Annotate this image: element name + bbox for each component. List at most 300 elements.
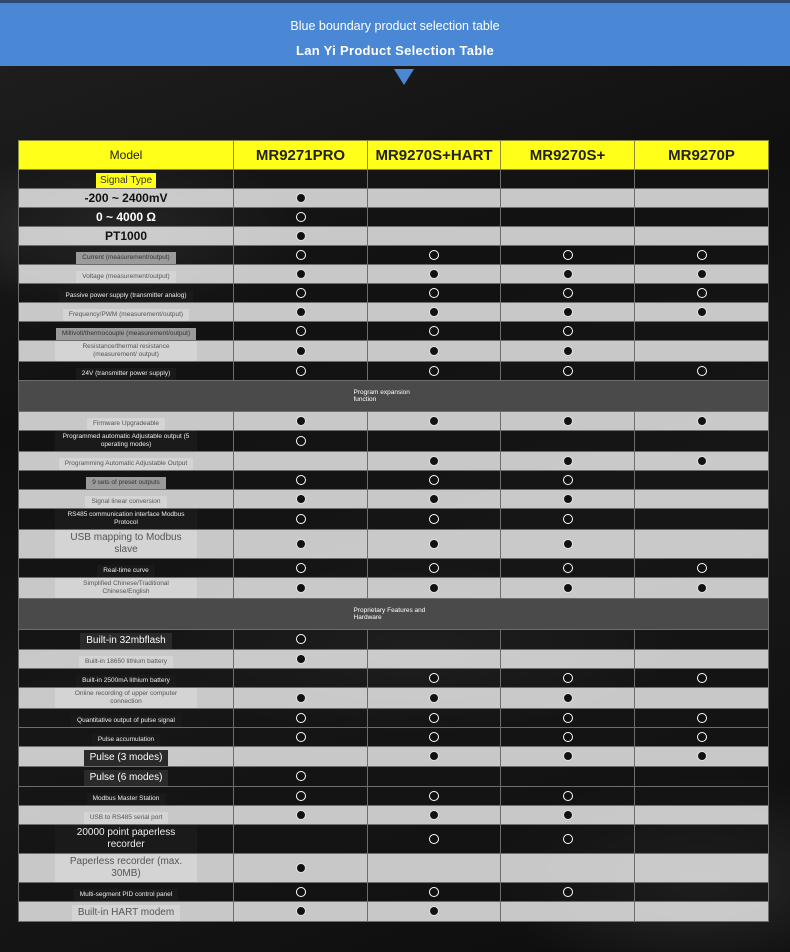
feature-label: Current (measurement/output) — [76, 252, 175, 264]
supported-dot-icon — [563, 307, 573, 317]
support-cell — [368, 303, 501, 322]
table-row — [19, 170, 769, 189]
table-row — [19, 530, 769, 559]
support-cell — [368, 728, 501, 747]
support-cell — [368, 362, 501, 381]
supported-dot-icon — [563, 713, 573, 723]
support-cell — [501, 362, 635, 381]
supported-dot-icon — [563, 887, 573, 897]
support-cell — [234, 284, 368, 303]
supported-dot-icon — [296, 231, 306, 241]
support-cell — [234, 825, 368, 854]
support-cell — [368, 341, 501, 362]
table-row — [19, 189, 769, 208]
support-cell — [234, 471, 368, 490]
support-cell — [368, 787, 501, 806]
table-row — [19, 431, 769, 452]
support-cell — [501, 650, 635, 669]
support-cell — [501, 303, 635, 322]
support-cell — [234, 227, 368, 246]
feature-label-cell — [19, 509, 234, 530]
feature-label: Frequency/PWM (measurement/output) — [63, 309, 189, 321]
support-cell — [501, 530, 635, 559]
support-cell — [234, 883, 368, 902]
support-cell — [501, 559, 635, 578]
table-row — [19, 322, 769, 341]
supported-dot-icon — [296, 193, 306, 203]
supported-dot-icon — [429, 326, 439, 336]
support-cell — [635, 806, 769, 825]
feature-label: Millivolt/thermocouple (measurement/output) — [56, 328, 196, 340]
support-cell — [368, 825, 501, 854]
table-row — [19, 688, 769, 709]
model-header-cell: Model — [19, 141, 234, 170]
table-row — [19, 767, 769, 787]
feature-label: Quantitative output of pulse signal — [71, 715, 181, 727]
supported-dot-icon — [563, 791, 573, 801]
support-cell — [234, 189, 368, 208]
support-cell — [635, 630, 769, 650]
supported-dot-icon — [296, 583, 306, 593]
supported-dot-icon — [429, 732, 439, 742]
supported-dot-icon — [697, 713, 707, 723]
support-cell — [368, 688, 501, 709]
supported-dot-icon — [296, 810, 306, 820]
feature-label-cell — [19, 902, 234, 922]
feature-label: 0 ~ 4000 Ω — [96, 210, 156, 224]
table-row — [19, 471, 769, 490]
support-cell — [368, 578, 501, 599]
feature-label-cell — [19, 747, 234, 767]
support-cell — [234, 709, 368, 728]
supported-dot-icon — [429, 250, 439, 260]
supported-dot-icon — [563, 326, 573, 336]
feature-label: Programmed automatic Adjustable output (5 operating modes) — [55, 431, 197, 451]
supported-dot-icon — [697, 269, 707, 279]
support-cell — [501, 767, 635, 787]
support-cell — [635, 284, 769, 303]
feature-label-cell — [19, 227, 234, 246]
supported-dot-icon — [296, 307, 306, 317]
support-cell — [234, 170, 368, 189]
supported-dot-icon — [296, 212, 306, 222]
feature-label-cell — [19, 490, 234, 509]
table-row — [19, 303, 769, 322]
supported-dot-icon — [697, 366, 707, 376]
support-cell — [368, 189, 501, 208]
support-cell — [501, 170, 635, 189]
support-cell — [368, 883, 501, 902]
support-cell — [368, 471, 501, 490]
support-cell — [635, 530, 769, 559]
supported-dot-icon — [563, 250, 573, 260]
supported-dot-icon — [296, 250, 306, 260]
supported-dot-icon — [429, 887, 439, 897]
supported-dot-icon — [296, 269, 306, 279]
support-cell — [635, 490, 769, 509]
feature-label: Modbus Master Station — [87, 793, 166, 805]
supported-dot-icon — [697, 416, 707, 426]
support-cell — [234, 265, 368, 284]
support-cell — [234, 630, 368, 650]
table-row — [19, 787, 769, 806]
support-cell — [234, 559, 368, 578]
support-cell — [501, 284, 635, 303]
supported-dot-icon — [296, 494, 306, 504]
feature-label-cell — [19, 709, 234, 728]
support-cell — [501, 208, 635, 227]
supported-dot-icon — [429, 539, 439, 549]
support-cell — [635, 709, 769, 728]
supported-dot-icon — [563, 346, 573, 356]
support-cell — [635, 728, 769, 747]
section-title: Program expansion function — [353, 389, 410, 403]
table-row — [19, 578, 769, 599]
support-cell — [501, 825, 635, 854]
title-banner — [0, 0, 790, 66]
feature-label-cell — [19, 688, 234, 709]
support-cell — [234, 490, 368, 509]
supported-dot-icon — [697, 288, 707, 298]
feature-label-cell — [19, 630, 234, 650]
support-cell — [635, 825, 769, 854]
feature-label: Pulse (3 modes) — [84, 750, 169, 766]
support-cell — [368, 509, 501, 530]
support-cell — [234, 362, 368, 381]
table-row — [19, 902, 769, 922]
support-cell — [501, 578, 635, 599]
supported-dot-icon — [563, 563, 573, 573]
feature-label: Voltage (measurement/output) — [76, 271, 175, 283]
support-cell — [501, 509, 635, 530]
supported-dot-icon — [697, 250, 707, 260]
support-cell — [501, 227, 635, 246]
feature-label-cell — [19, 530, 234, 559]
supported-dot-icon — [429, 906, 439, 916]
support-cell — [635, 265, 769, 284]
supported-dot-icon — [429, 366, 439, 376]
supported-dot-icon — [563, 514, 573, 524]
support-cell — [635, 767, 769, 787]
feature-label: Paperless recorder (max. 30MB) — [55, 854, 197, 882]
supported-dot-icon — [563, 456, 573, 466]
support-cell — [234, 452, 368, 471]
support-cell — [501, 412, 635, 431]
feature-label-cell — [19, 787, 234, 806]
feature-label-cell — [19, 265, 234, 284]
table-row — [19, 246, 769, 265]
supported-dot-icon — [296, 791, 306, 801]
table-row — [19, 208, 769, 227]
support-cell — [501, 688, 635, 709]
feature-label: Pulse (6 modes) — [84, 770, 169, 786]
supported-dot-icon — [296, 475, 306, 485]
feature-label-cell — [19, 854, 234, 883]
supported-dot-icon — [296, 887, 306, 897]
support-cell — [368, 854, 501, 883]
support-cell — [234, 412, 368, 431]
support-cell — [368, 322, 501, 341]
supported-dot-icon — [296, 514, 306, 524]
support-cell — [501, 709, 635, 728]
supported-dot-icon — [296, 416, 306, 426]
table-row — [19, 412, 769, 431]
supported-dot-icon — [697, 456, 707, 466]
feature-label: Signal Type — [96, 173, 156, 188]
support-cell — [368, 284, 501, 303]
feature-label: 24V (transmitter power supply) — [76, 368, 177, 380]
supported-dot-icon — [563, 288, 573, 298]
feature-label-cell — [19, 303, 234, 322]
supported-dot-icon — [296, 366, 306, 376]
supported-dot-icon — [429, 693, 439, 703]
support-cell — [234, 509, 368, 530]
support-cell — [234, 806, 368, 825]
feature-label-cell — [19, 650, 234, 669]
table-row — [19, 650, 769, 669]
feature-label-cell — [19, 452, 234, 471]
banner-title: Lan Yi Product Selection Table — [295, 43, 495, 58]
support-cell — [234, 578, 368, 599]
feature-label-cell — [19, 767, 234, 787]
support-cell — [234, 208, 368, 227]
supported-dot-icon — [296, 634, 306, 644]
support-cell — [368, 767, 501, 787]
support-cell — [635, 669, 769, 688]
support-cell — [501, 902, 635, 922]
feature-label: 9 sets of preset outputs — [86, 477, 166, 489]
feature-label: Programming Automatic Adjustable Output — [59, 458, 193, 470]
support-cell — [635, 854, 769, 883]
supported-dot-icon — [296, 346, 306, 356]
feature-label-cell — [19, 669, 234, 688]
banner-pointer-arrow — [394, 69, 414, 85]
support-cell — [234, 530, 368, 559]
support-cell — [635, 189, 769, 208]
supported-dot-icon — [697, 673, 707, 683]
support-cell — [368, 709, 501, 728]
feature-label-cell — [19, 284, 234, 303]
support-cell — [501, 630, 635, 650]
supported-dot-icon — [563, 810, 573, 820]
support-cell — [368, 902, 501, 922]
support-cell — [501, 728, 635, 747]
feature-label: RS485 communication interface Modbus Protocol — [55, 509, 197, 529]
table-row — [19, 490, 769, 509]
feature-label-cell — [19, 471, 234, 490]
feature-label-cell — [19, 412, 234, 431]
feature-label: Built-in 18650 lithium battery — [79, 656, 173, 668]
support-cell — [635, 787, 769, 806]
support-cell — [635, 227, 769, 246]
supported-dot-icon — [429, 810, 439, 820]
supported-dot-icon — [563, 494, 573, 504]
supported-dot-icon — [429, 475, 439, 485]
feature-label: Real-time curve — [97, 565, 155, 577]
feature-label: Pulse accumulation — [92, 734, 160, 746]
table-row — [19, 265, 769, 284]
supported-dot-icon — [697, 732, 707, 742]
table-row — [19, 284, 769, 303]
feature-label-cell — [19, 322, 234, 341]
support-cell — [635, 412, 769, 431]
support-cell — [635, 246, 769, 265]
support-cell — [501, 490, 635, 509]
supported-dot-icon — [429, 416, 439, 426]
supported-dot-icon — [563, 416, 573, 426]
supported-dot-icon — [563, 583, 573, 593]
supported-dot-icon — [697, 563, 707, 573]
support-cell — [368, 452, 501, 471]
support-cell — [368, 246, 501, 265]
feature-label-cell — [19, 806, 234, 825]
table-row — [19, 452, 769, 471]
support-cell — [635, 471, 769, 490]
support-cell — [501, 669, 635, 688]
feature-label-cell — [19, 728, 234, 747]
support-cell — [501, 265, 635, 284]
section-header-cell — [19, 599, 769, 630]
support-cell — [501, 787, 635, 806]
table-row — [19, 854, 769, 883]
model-header-mr9270s: MR9270S+ — [501, 141, 635, 170]
support-cell — [635, 303, 769, 322]
feature-label: Resistance/thermal resistance (measurement/ output) — [55, 341, 197, 361]
support-cell — [368, 530, 501, 559]
feature-label: PT1000 — [104, 229, 148, 243]
support-cell — [635, 902, 769, 922]
model-header-mr9270p: MR9270P — [635, 141, 769, 170]
support-cell — [368, 630, 501, 650]
support-cell — [368, 431, 501, 452]
supported-dot-icon — [296, 539, 306, 549]
supported-dot-icon — [296, 863, 306, 873]
supported-dot-icon — [563, 834, 573, 844]
supported-dot-icon — [563, 366, 573, 376]
feature-label: USB mapping to Modbus slave — [55, 530, 197, 558]
support-cell — [635, 559, 769, 578]
supported-dot-icon — [563, 693, 573, 703]
support-cell — [368, 747, 501, 767]
support-cell — [368, 170, 501, 189]
supported-dot-icon — [429, 514, 439, 524]
feature-label-cell — [19, 578, 234, 599]
feature-label: Built-in HART modem — [72, 905, 180, 921]
support-cell — [234, 341, 368, 362]
support-cell — [501, 806, 635, 825]
supported-dot-icon — [429, 673, 439, 683]
table-row — [19, 630, 769, 650]
support-cell — [501, 189, 635, 208]
feature-label-cell — [19, 208, 234, 227]
feature-label: -200 ~ 2400mV — [84, 191, 168, 205]
supported-dot-icon — [429, 288, 439, 298]
section-header-cell — [19, 381, 769, 412]
supported-dot-icon — [429, 269, 439, 279]
support-cell — [234, 854, 368, 883]
supported-dot-icon — [697, 751, 707, 761]
section-header-row — [19, 599, 769, 630]
supported-dot-icon — [296, 563, 306, 573]
support-cell — [234, 246, 368, 265]
support-cell — [501, 431, 635, 452]
feature-label: Simplified Chinese/Traditional Chinese/English — [55, 578, 197, 598]
feature-label: Online recording of upper computer connection — [55, 688, 197, 708]
supported-dot-icon — [429, 456, 439, 466]
banner-subtitle: Blue boundary product selection table — [290, 19, 500, 33]
feature-label: Built-in 2500mA lithium battery — [76, 675, 176, 687]
support-cell — [635, 322, 769, 341]
feature-label-cell — [19, 189, 234, 208]
supported-dot-icon — [563, 751, 573, 761]
supported-dot-icon — [296, 654, 306, 664]
supported-dot-icon — [697, 307, 707, 317]
product-selection-table — [18, 140, 769, 922]
table-row — [19, 362, 769, 381]
support-cell — [501, 452, 635, 471]
supported-dot-icon — [697, 583, 707, 593]
support-cell — [635, 170, 769, 189]
model-header-mr9270s-hart: MR9270S+HART — [368, 141, 501, 170]
supported-dot-icon — [429, 791, 439, 801]
supported-dot-icon — [429, 307, 439, 317]
supported-dot-icon — [296, 288, 306, 298]
support-cell — [368, 208, 501, 227]
table-row — [19, 806, 769, 825]
support-cell — [501, 246, 635, 265]
supported-dot-icon — [429, 494, 439, 504]
section-header-row — [19, 381, 769, 412]
support-cell — [501, 747, 635, 767]
supported-dot-icon — [296, 906, 306, 916]
table-row — [19, 559, 769, 578]
feature-label: 20000 point paperless recorder — [55, 825, 197, 853]
supported-dot-icon — [296, 713, 306, 723]
supported-dot-icon — [296, 326, 306, 336]
feature-label: Built-in 32mbflash — [80, 633, 171, 649]
table-row — [19, 709, 769, 728]
feature-label-cell — [19, 362, 234, 381]
support-cell — [234, 669, 368, 688]
supported-dot-icon — [563, 475, 573, 485]
section-title: Proprietary Features and Hardware — [353, 607, 426, 621]
support-cell — [234, 303, 368, 322]
table-row — [19, 883, 769, 902]
support-cell — [234, 431, 368, 452]
support-cell — [234, 902, 368, 922]
support-cell — [635, 341, 769, 362]
feature-label: Signal linear conversion — [85, 496, 166, 508]
support-cell — [368, 669, 501, 688]
supported-dot-icon — [296, 771, 306, 781]
table-row — [19, 825, 769, 854]
support-cell — [368, 490, 501, 509]
feature-label-cell — [19, 431, 234, 452]
support-cell — [635, 452, 769, 471]
support-cell — [501, 471, 635, 490]
support-cell — [368, 559, 501, 578]
support-cell — [635, 208, 769, 227]
support-cell — [635, 509, 769, 530]
table-row — [19, 669, 769, 688]
support-cell — [234, 747, 368, 767]
feature-label: Firmware Upgradeable — [87, 418, 165, 430]
supported-dot-icon — [563, 673, 573, 683]
feature-label-cell — [19, 825, 234, 854]
supported-dot-icon — [563, 732, 573, 742]
supported-dot-icon — [429, 751, 439, 761]
support-cell — [635, 362, 769, 381]
